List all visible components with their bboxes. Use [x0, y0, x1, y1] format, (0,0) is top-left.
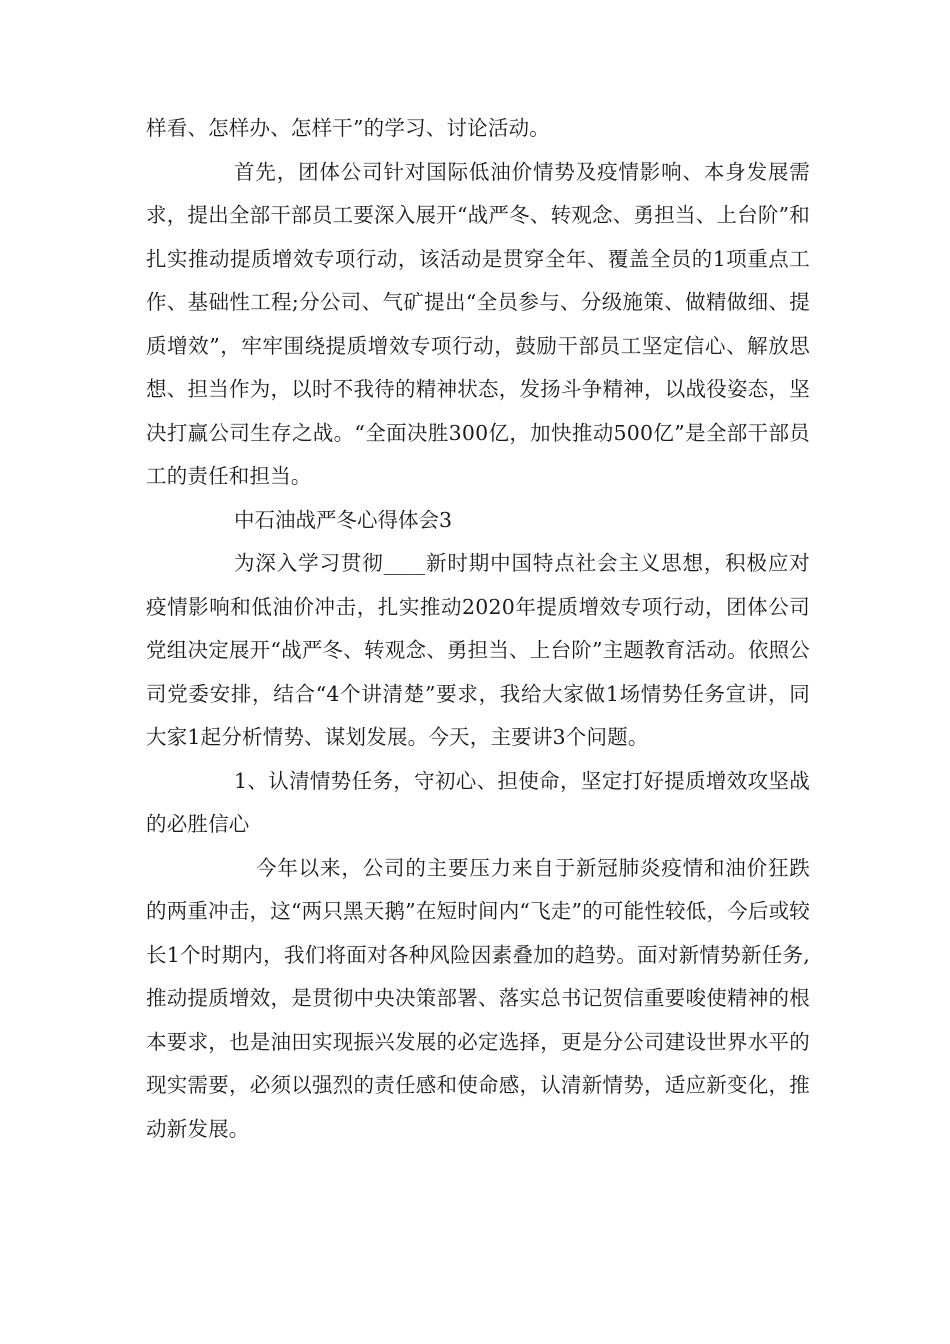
section-heading: 中石油战严冬心得体会3	[234, 507, 453, 532]
paragraph-continuation: 样看、怎样办、怎样干”的学习、讨论活动。	[146, 116, 550, 140]
document-page	[146, 107, 810, 1151]
paragraph-first: 首先，团体公司针对国际低油价情势及疫情影响、本身发展需求，提出全部干部员工要深入展开“战严冬、转观念、勇担当、上台阶”和扎实推动提质增效专项行动，该活动是贯穿全年、覆盖全员的1项重点工作、基础性工程;分公司、气矿提出“全员参与、分级施策、做精做细、提质增效”，牢牢围绕提质增效专项行动，鼓励干部员工坚定信心、解放思想、担当作为，以时不我待的精神状态，发扬斗争精神，以战役姿态，坚决打赢公司生存之战。“全面决胜300亿，加快推动500亿”是全部干部员工的责任和担当。	[146, 159, 810, 488]
paragraph-situation: 今年以来，公司的主要压力来自于新冠肺炎疫情和油价狂跌的两重冲击，这“两只黑天鹅”在短时间内“飞走”的可能性较低，今后或较长1个时期内，我们将面对各种风险因素叠加的趋势。面对新情势新任务,推动提质增效，是贯彻中央决策部署、落实总书记贺信重要唆使精神的根本要求，也是油田实现振兴发展的必定选择，更是分公司建设世界水平的现实需要，必须以强烈的责任感和使命感，认清新情势，适应新变化，推动新发展。	[146, 855, 810, 1141]
paragraph-intro: 为深入学习贯彻____新时期中国特点社会主义思想，积极应对疫情影响和低油价冲击，扎实推动2020年提质增效专项行动，团体公司党组决定展开“战严冬、转观念、勇担当、上台阶”主题教育活动。依照公司党委安排，结合“4个讲清楚”要求，我给大家做1场情势任务宣讲，同大家1起分析情势、谋划发展。今天，主要讲3个问题。	[146, 551, 810, 749]
paragraph-point-one: 1、认清情势任务，守初心、担使命，坚定打好提质增效攻坚战的必胜信心	[146, 768, 810, 836]
